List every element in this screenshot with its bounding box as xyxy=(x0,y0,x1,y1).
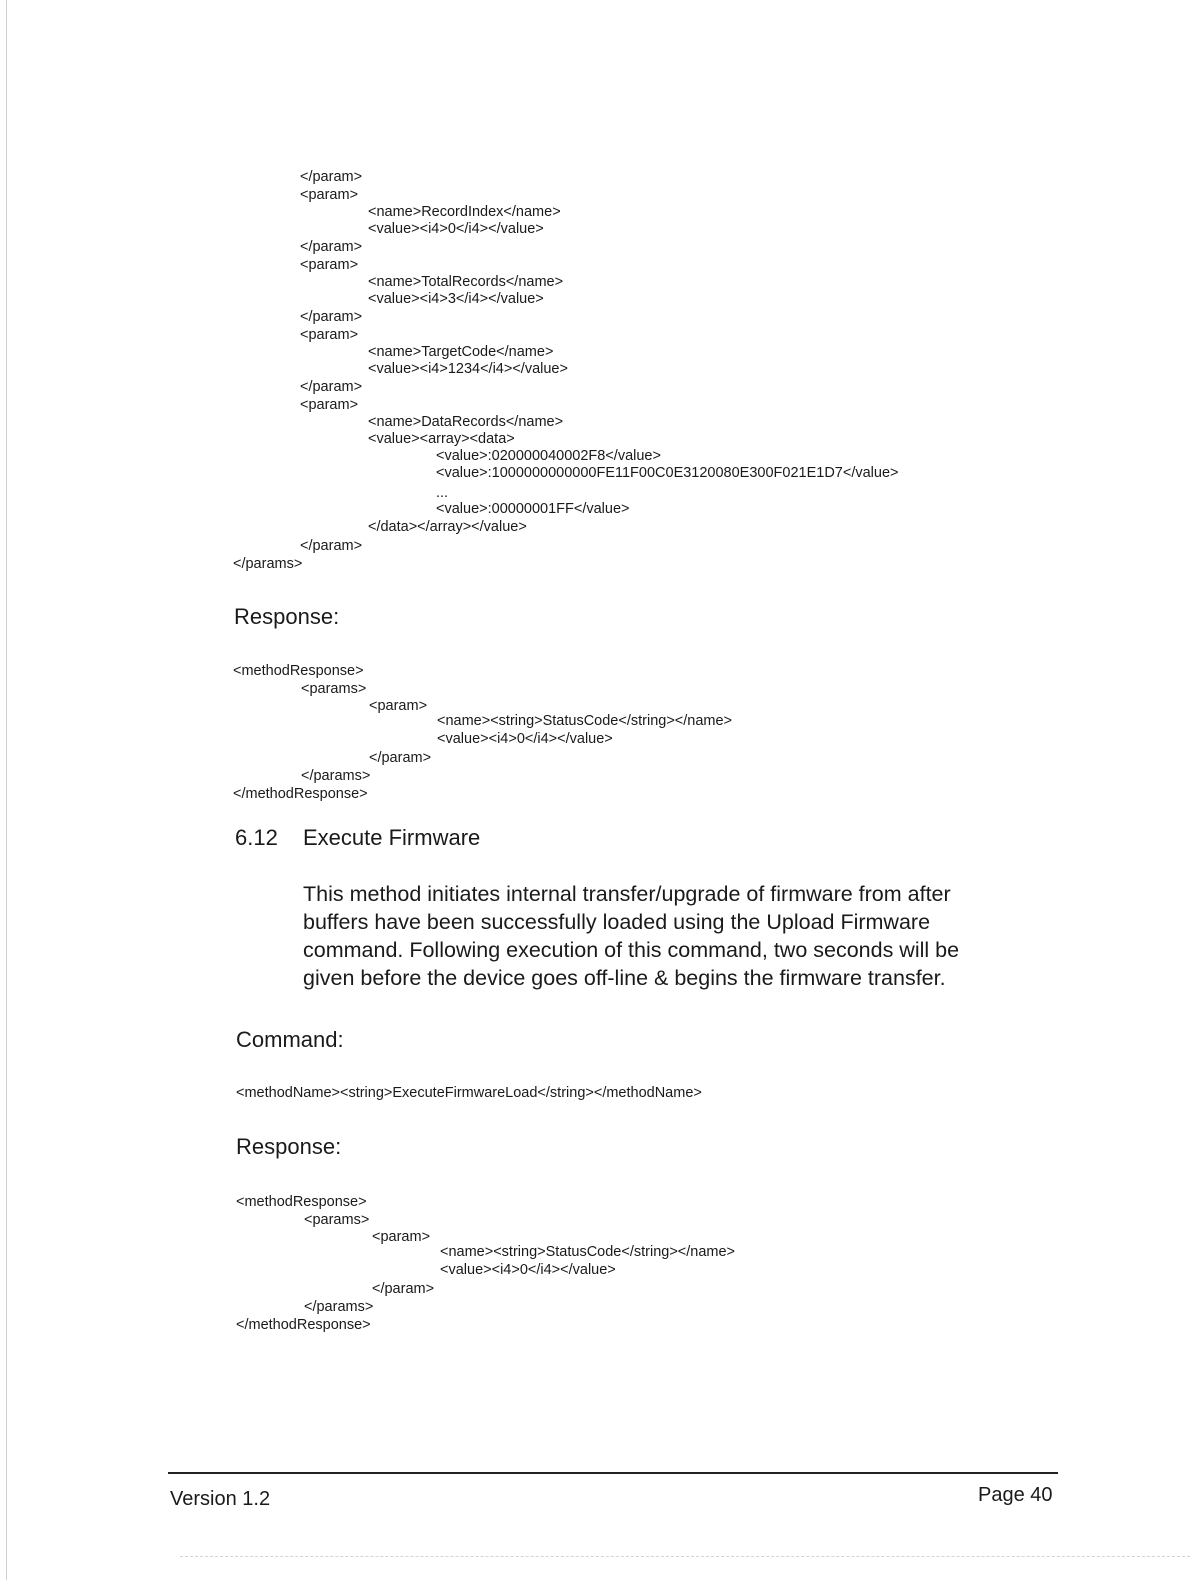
command-label: Command: xyxy=(236,1027,344,1052)
code-line: <value><i4>3</i4></value> xyxy=(368,291,544,307)
code-line: </data></array></value> xyxy=(368,519,527,535)
footer-rule xyxy=(168,1472,1058,1474)
code-line: </param> xyxy=(369,750,432,766)
paragraph-line: command. Following execution of this command, two seconds will be xyxy=(303,938,960,962)
code-line: <methodResponse> xyxy=(233,663,364,679)
paragraph-line: buffers have been successfully loaded using the Upload Firmware xyxy=(303,910,931,934)
section-paragraph xyxy=(303,880,1023,992)
code-line: <param> xyxy=(300,327,359,343)
code-line: <param> xyxy=(372,1229,431,1245)
code-line: <param> xyxy=(300,257,359,273)
code-line: </param> xyxy=(372,1281,435,1297)
code-line: <value><i4>0</i4></value> xyxy=(437,731,613,747)
code-line: <name><string>StatusCode</string></name> xyxy=(437,713,733,729)
code-line: <value><i4>0</i4></value> xyxy=(368,221,544,237)
code-line: </param> xyxy=(300,169,363,185)
code-line: <value>:00000001FF</value> xyxy=(436,501,630,517)
code-line: </params> xyxy=(301,768,371,784)
code-line: </param> xyxy=(300,239,363,255)
code-line: <value>:1000000000000FE11F00C0E3120080E300F021E1D7</value> xyxy=(436,465,899,481)
code-line: <params> xyxy=(304,1212,370,1228)
scan-edge xyxy=(6,0,7,1580)
code-line: </params> xyxy=(304,1299,374,1315)
code-line: </param> xyxy=(300,379,363,395)
code-line: <params> xyxy=(301,681,367,697)
code-line: <param> xyxy=(300,397,359,413)
code-line: <value>:020000040002F8</value> xyxy=(436,448,661,464)
code-line: <methodResponse> xyxy=(236,1194,367,1210)
section-title: Execute Firmware xyxy=(303,825,481,850)
code-line: <value><array><data> xyxy=(368,431,515,447)
code-line: <name><string>StatusCode</string></name> xyxy=(440,1244,736,1260)
code-line: <name>DataRecords</name> xyxy=(368,414,564,430)
command-code: <methodName><string>ExecuteFirmwareLoad</string></methodName> xyxy=(236,1085,702,1101)
code-line: <name>RecordIndex</name> xyxy=(368,204,561,220)
code-line: <value><i4>1234</i4></value> xyxy=(368,361,568,377)
footer-page-number: Page 40 xyxy=(978,1484,1053,1506)
response-label: Response: xyxy=(234,604,340,629)
code-line: ... xyxy=(436,485,449,501)
code-line: <name>TargetCode</name> xyxy=(368,344,554,360)
section-number: 6.12 xyxy=(235,825,278,850)
code-line: </methodResponse> xyxy=(233,786,368,802)
footer-version: Version 1.2 xyxy=(170,1488,271,1510)
scan-edge xyxy=(180,1556,1190,1558)
paragraph-line: This method initiates internal transfer/upgrade of firmware from after xyxy=(303,882,951,906)
code-line: <value><i4>0</i4></value> xyxy=(440,1262,616,1278)
code-line: <name>TotalRecords</name> xyxy=(368,274,564,290)
code-line: </param> xyxy=(300,309,363,325)
code-line: </methodResponse> xyxy=(236,1317,371,1333)
code-line: <param> xyxy=(369,698,428,714)
paragraph-line: given before the device goes off-line & begins the firmware transfer. xyxy=(303,966,946,990)
code-line: </param> xyxy=(300,538,363,554)
code-line: </params> xyxy=(233,556,303,572)
response-label: Response: xyxy=(236,1134,342,1159)
code-line: <param> xyxy=(300,187,359,203)
